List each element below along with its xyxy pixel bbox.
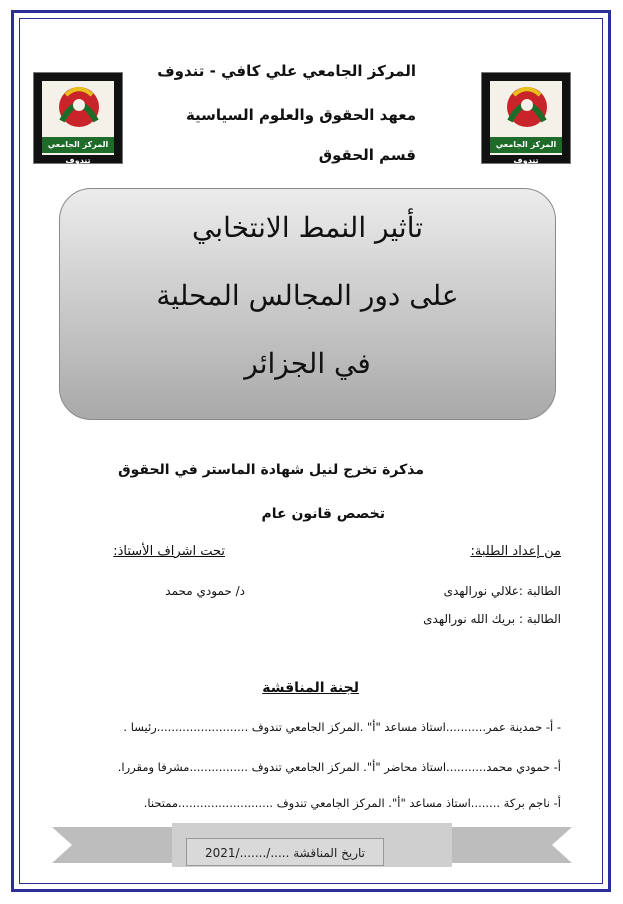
thesis-specialty: تخصص قانون عام xyxy=(261,506,385,522)
thesis-title-line-1: تأثير النمط الانتخابي xyxy=(191,211,424,244)
university-logo-left xyxy=(33,72,123,164)
header-university: المركز الجامعي علي كافي - تندوف xyxy=(157,62,416,80)
header-institute: معهد الحقوق والعلوم السياسية xyxy=(185,106,416,124)
logo-emblem-icon xyxy=(490,81,564,137)
supervisor-name: د/ حمودي محمد xyxy=(165,584,245,598)
logo-caption: المركز الجامعي تندوف xyxy=(42,137,114,153)
university-logo-right xyxy=(481,72,571,164)
defense-date: تاريخ المناقشة ...../......./2021 xyxy=(186,838,384,866)
thesis-title-line-2: على دور المجالس المحلية xyxy=(156,279,459,312)
committee-member-3: أ- ناجم بركة ........استاذ مساعد "أ". المركز الجامعي تندوف ..........................ممتحنا. xyxy=(143,796,561,810)
thesis-title-line-3: في الجزائر xyxy=(244,347,371,380)
committee-heading: لجنة المناقشة xyxy=(262,680,359,696)
supervisor-heading: تحت اشراف الأستاذ: xyxy=(113,544,225,559)
students-heading: من إعداد الطلبة: xyxy=(470,544,561,559)
logo-emblem-icon xyxy=(42,81,116,137)
student-1: الطالبة :علالي نورالهدى xyxy=(443,584,561,598)
student-2: الطالبة : بريك الله نورالهدى xyxy=(423,612,561,626)
committee-member-1: - أ- حمدينة عمر...........استاذ مساعد "أ" .المركز الجامعي تندوف .........................رئيسا . xyxy=(123,720,561,734)
thesis-purpose: مذكرة تخرج لنيل شهادة الماستر في الحقوق xyxy=(118,462,424,478)
committee-member-2: أ- حمودي محمد...........استاذ محاضر "أ". المركز الجامعي تندوف ................مشرفا ومقررا. xyxy=(117,760,561,774)
header-department: قسم الحقوق xyxy=(318,146,416,164)
thesis-title-box xyxy=(59,188,556,420)
logo-caption: المركز الجامعي تندوف xyxy=(490,137,562,153)
